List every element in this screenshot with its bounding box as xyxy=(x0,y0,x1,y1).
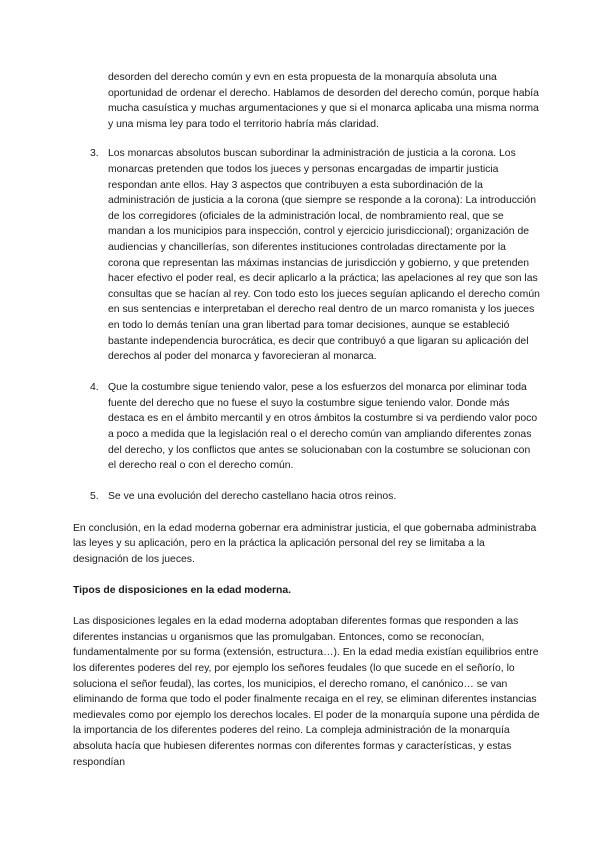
body-paragraph: Las disposiciones legales en la edad moderna adoptaban diferentes formas que responden a las diferentes instancias u organismos que las promulgaban. Entonces, como se reconocían, fundamentalmente por su forma (extensión, estructura…). En la edad media existían equilibrios entre los diferentes poderes del rey, por ejemplo los señores feudales (lo que sucede en el señorío, lo soluciona el señor feudal), las cortes, los municipios, el derecho romano, el canónico… se van eliminando de forma que todo el poder finalmente recaiga en el rey, se eliminan diferentes instancias medievales como por ejemplo los derechos locales. El poder de la monarquía supone una pérdida de la importancia de los diferentes poderes del reino. La compleja administración de la monarquía absoluta hacía que hubiesen diferentes normas con diferentes formas y características, y estas respondían xyxy=(73,616,540,768)
list-item-text: Se ve una evolución del derecho castellano hacia otros reinos. xyxy=(108,491,397,503)
numbered-list xyxy=(73,146,540,505)
conclusion-paragraph: En conclusión, en la edad moderna gobernar era administrar justicia, el que gobernaba administraba las leyes y su aplicación, pero en la práctica la aplicación personal del rey se limitaba a la designación de los jueces. xyxy=(73,522,537,565)
list-item-number: 3. xyxy=(90,148,99,160)
list-item-text: Que la costumbre sigue teniendo valor, pese a los esfuerzos del monarca por eliminar toda fuente del derecho que no fuese el suyo la costumbre sigue teniendo valor. Donde más destaca es en el ámbito mercantil y en otros ámbitos la costumbre si va perdiendo valor poco a poco a medida que la legislación real o el derecho común van ampliando diferentes zonas del derecho, y los conflictos que antes se solucionaban con la costumbre se solucionan con el derecho real o con el derecho común. xyxy=(108,382,538,472)
list-item-number: 5. xyxy=(90,491,99,503)
list-item xyxy=(73,489,540,505)
continuation-paragraph: desorden del derecho común y evn en esta propuesta de la monarquía absoluta una oportunidad de ordenar el derecho. Hablamos de desorden del derecho común, porque había mucha casuística y muchas argumentaciones y que si el monarca aplicaba una misma norma y una misma ley para todo el territorio habría más claridad. xyxy=(108,72,539,130)
list-item xyxy=(73,380,540,474)
list-item-text: Los monarcas absolutos buscan subordinar la administración de justicia a la corona. Los monarcas pretenden que todos los jueces y personas encargadas de impartir justicia respondan ante ellos. Hay 3 aspectos que contribuyen a esta subordinación de la administración de justicia a la corona (que siempre se responde a la corona): La introducción de los corregidores (oficiales de la administración local, de nombramiento real, que se mandan a los municipios para inspección, control y ejercicio jurisdiccional); organización de audiencias y chancillerías, son diferentes instituciones controladas directamente por la corona que representan las máximas instancias de jurisdicción y gobierno, y que pretenden hacer efectivo el poder real, es decir aplicarlo a la práctica; las apelaciones al rey que son las consultas que se hacían al rey. Con todo esto los jueces seguían aplicando el derecho común en sus sentencias e interpretaban el derecho real dentro de un marco romanista y los jueces en todo lo demás tenían una gran libertad para tomar decisiones, aunque se estableció bastante independencia burocrática, es decir que contribuyó a que ligaran su aplicación del derechos al poder del monarca y favorecieran al monarca. xyxy=(108,148,540,363)
section-heading: Tipos de disposiciones en la edad moderna. xyxy=(73,585,292,596)
list-item-number: 4. xyxy=(90,382,99,394)
list-item xyxy=(73,146,540,364)
